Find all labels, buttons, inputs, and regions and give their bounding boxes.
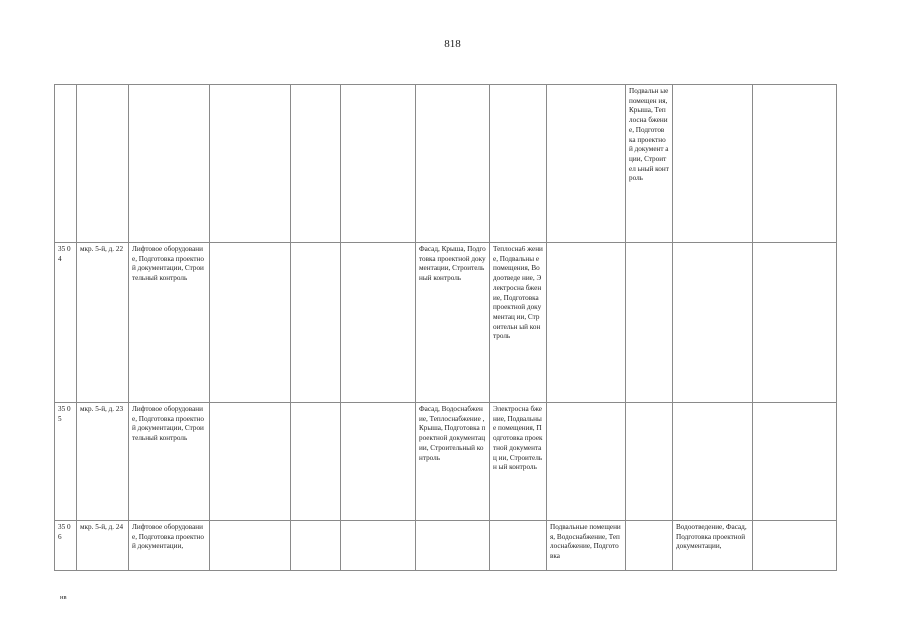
empty-cell bbox=[341, 85, 416, 243]
work-cell bbox=[753, 85, 837, 243]
row-number: 35 05 bbox=[55, 403, 77, 521]
address-cell: мкр. 5-й, д. 24 bbox=[77, 521, 129, 571]
work-cell bbox=[547, 403, 626, 521]
row-number: 35 04 bbox=[55, 243, 77, 403]
empty-cell bbox=[291, 243, 341, 403]
page-number: 818 bbox=[444, 38, 461, 50]
empty-cell bbox=[291, 521, 341, 571]
empty-cell bbox=[341, 521, 416, 571]
footer-mark: нв bbox=[60, 594, 67, 601]
empty-cell bbox=[210, 243, 291, 403]
work-cell bbox=[416, 521, 490, 571]
work-cell bbox=[673, 403, 753, 521]
work-cell bbox=[673, 243, 753, 403]
work-cell bbox=[547, 85, 626, 243]
row-number: 35 06 bbox=[55, 521, 77, 571]
empty-cell bbox=[291, 85, 341, 243]
empty-cell bbox=[341, 243, 416, 403]
work-cell bbox=[490, 85, 547, 243]
work-cell: Электросна бжение, Подвальны е помещения, Подготовка проектной документац ии, Строительн ый контроль bbox=[490, 403, 547, 521]
work-cell bbox=[673, 85, 753, 243]
address-cell: мкр. 5-й, д. 23 bbox=[77, 403, 129, 521]
table-row bbox=[55, 521, 837, 571]
work-cell bbox=[753, 521, 837, 571]
empty-cell bbox=[210, 403, 291, 521]
work-cell bbox=[753, 243, 837, 403]
empty-cell bbox=[341, 403, 416, 521]
work-cell: Водоотведение, Фасад, Подготовка проектной документации, bbox=[673, 521, 753, 571]
work-cell: Подвальные помещения, Водоснабжение, Теплоснабжение, Подготовка bbox=[547, 521, 626, 571]
work-cell bbox=[490, 521, 547, 571]
empty-cell bbox=[210, 85, 291, 243]
work-cell: Лифтовое оборудование, Подготовка проектной документации, Строительный контроль bbox=[129, 243, 210, 403]
work-cell: Лифтовое оборудование, Подготовка проектной документации, Строительный контроль bbox=[129, 403, 210, 521]
work-cell bbox=[753, 403, 837, 521]
empty-cell bbox=[210, 521, 291, 571]
repair-schedule-table bbox=[54, 84, 837, 571]
work-cell: Фасад, Крыша, Подготовка проектной документации, Строительный контроль bbox=[416, 243, 490, 403]
work-cell bbox=[129, 85, 210, 243]
work-cell: Лифтовое оборудование, Подготовка проектной документации, bbox=[129, 521, 210, 571]
work-cell: Фасад, Водоснабжение, Теплоснабжение , Крыша, Подготовка проектной документации, Строительный контроль bbox=[416, 403, 490, 521]
row-number bbox=[55, 85, 77, 243]
table-row bbox=[55, 243, 837, 403]
address-cell bbox=[77, 85, 129, 243]
work-cell bbox=[626, 243, 673, 403]
work-cell bbox=[547, 243, 626, 403]
work-cell bbox=[626, 521, 673, 571]
address-cell: мкр. 5-й, д. 22 bbox=[77, 243, 129, 403]
empty-cell bbox=[291, 403, 341, 521]
work-cell: Теплосна6 жение, Подвальны е помещения, Водоотведе ние, Электросна бжение, Подготовка проектной документац ии, Строительн ый контроль bbox=[490, 243, 547, 403]
table-row bbox=[55, 403, 837, 521]
work-cell: Подвальн ые помещен ия, Крыша, Теплосна бжение, Подготов ка проектно й документ ации, Строител ьный контроль bbox=[626, 85, 673, 243]
table-row bbox=[55, 85, 837, 243]
work-cell bbox=[416, 85, 490, 243]
work-cell bbox=[626, 403, 673, 521]
